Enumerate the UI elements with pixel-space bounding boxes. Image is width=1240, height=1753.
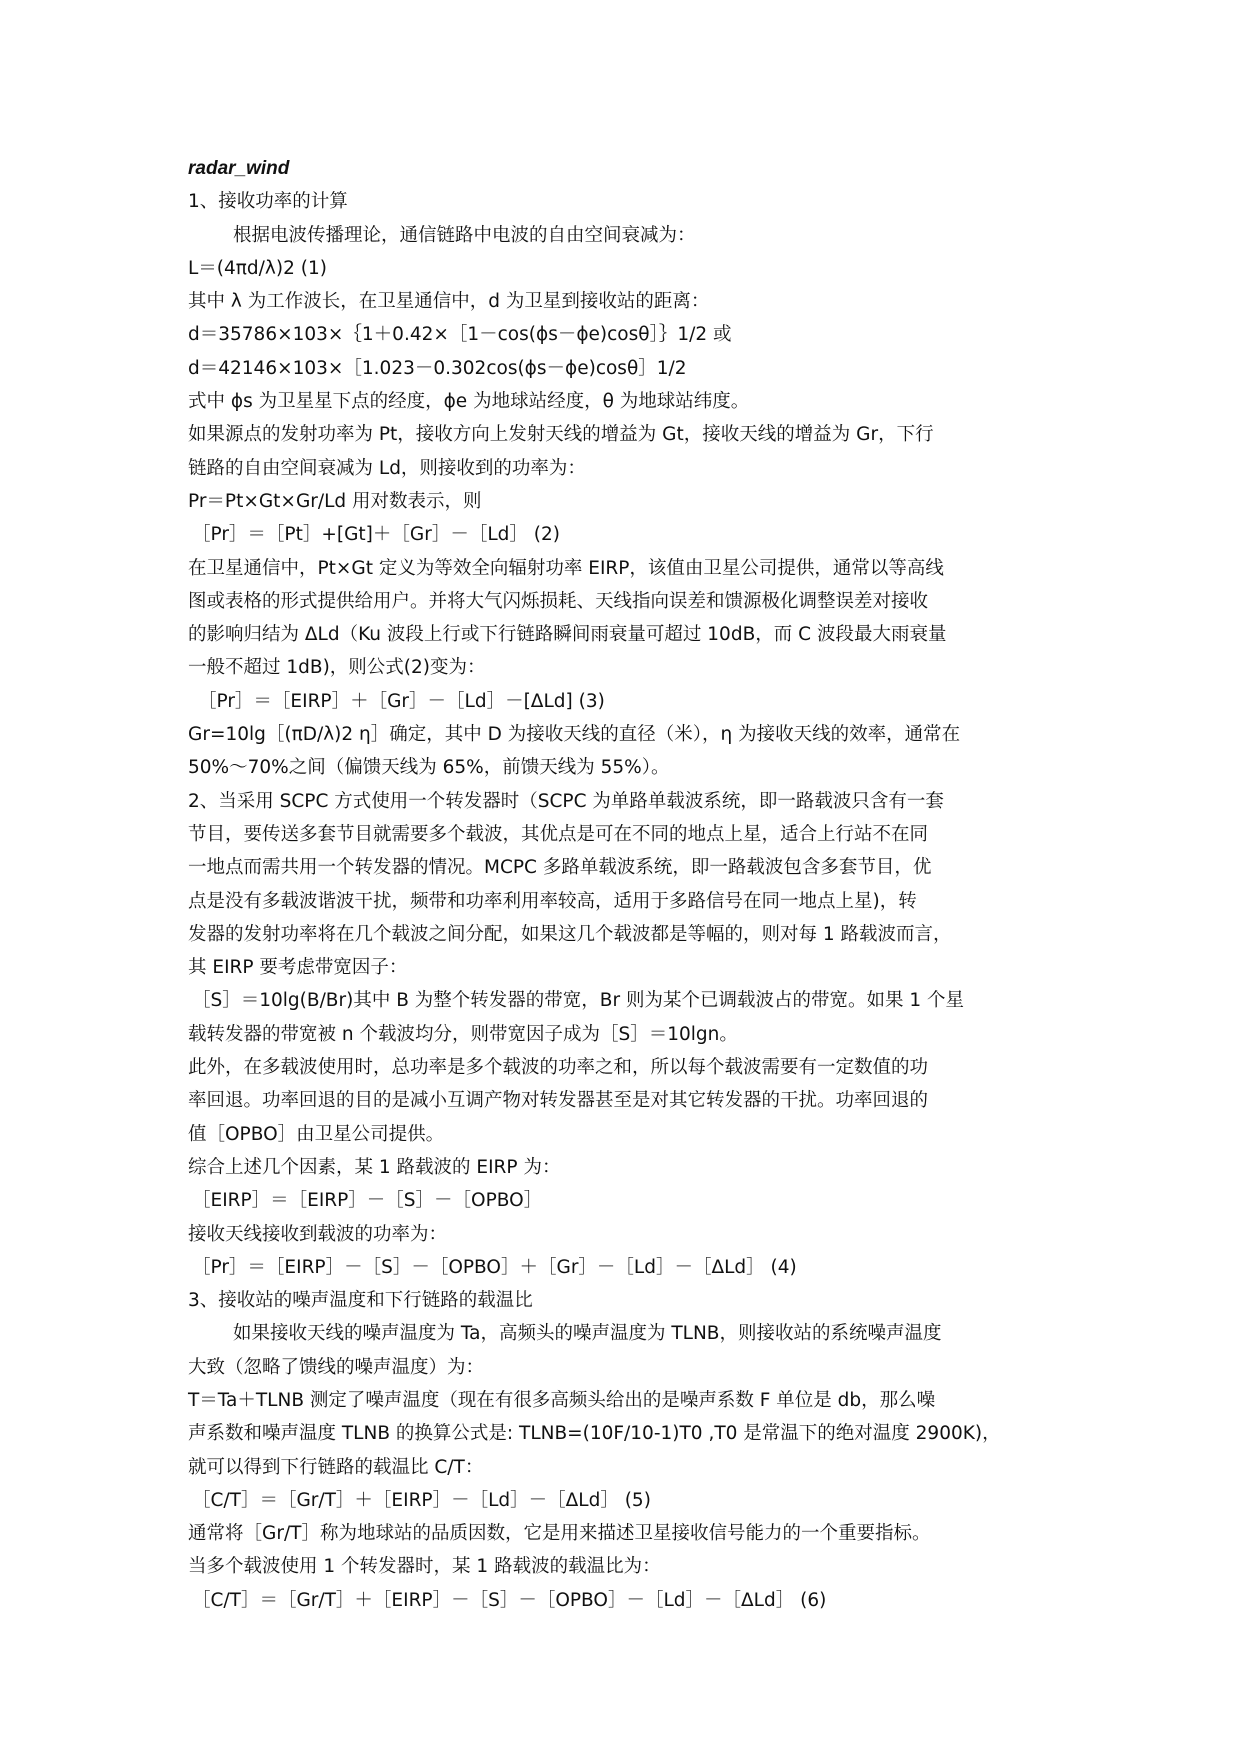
paragraph-line: 载转发器的带宽被 n 个载波均分，则带宽因子成为［S］＝10lgn。 — [188, 1023, 738, 1045]
section-heading-2: 2、当采用 SCPC 方式使用一个转发器时（SCPC 为单路单载波系统，即一路载波只含有一套 — [188, 790, 944, 812]
formula-distance-b: d＝42146×103×［1.023－0.302cos(ϕs－ϕe)cosθ］1/2 — [188, 357, 687, 379]
paragraph-line: 当多个载波使用 1 个转发器时，某 1 路载波的载温比为： — [188, 1556, 661, 1578]
paragraph-line: 通常将［Gr/T］称为地球站的品质因数，它是用来描述卫星接收信号能力的一个重要指标。 — [188, 1523, 931, 1545]
section-heading-1: 1、接收功率的计算 — [188, 191, 348, 213]
paragraph-line: T＝Ta＋TLNB 测定了噪声温度（现在有很多高频头给出的是噪声系数 F 单位是 db，那么噪 — [188, 1389, 936, 1411]
formula-5: ［C/T］＝［Gr/T］＋［EIRP］－［Ld］－［ΔLd］ (5) — [192, 1489, 651, 1511]
paragraph-line: 的影响归结为 ΔLd（Ku 波段上行或下行链路瞬间雨衰量可超过 10dB，而 C 波段最大雨衰量 — [188, 624, 947, 646]
paragraph-line: 节目，要传送多套节目就需要多个载波，其优点是可在不同的地点上星，适合上行站不在同 — [188, 823, 929, 845]
paragraph-line: 图或表格的形式提供给用户。并将大气闪烁损耗、天线指向误差和馈源极化调整误差对接收 — [188, 590, 929, 612]
paragraph-line: 50%～70%之间（偏馈天线为 65%，前馈天线为 55%）。 — [188, 757, 670, 779]
formula-distance-a: d＝35786×103×｛1＋0.42×［1－cos(ϕs－ϕe)cosθ］｝1/2 或 — [188, 324, 732, 346]
formula-3: ［Pr］＝［EIRP］＋［Gr］－［Ld］－[ΔLd] (3) — [198, 690, 605, 712]
formula-2: ［Pr］＝［Pt］+[Gt]＋［Gr］－［Ld］ (2) — [192, 524, 560, 546]
formula-4: ［Pr］＝［EIRP］－［S］－［OPBO］＋［Gr］－［Ld］－［ΔLd］ (4) — [192, 1256, 797, 1278]
paragraph-line: 发器的发射功率将在几个载波之间分配，如果这几个载波都是等幅的，则对每 1 路载波而言， — [188, 923, 952, 945]
paragraph-line: 其中 λ 为工作波长，在卫星通信中，d 为卫星到接收站的距离： — [188, 291, 710, 313]
paragraph-line: 综合上述几个因素，某 1 路载波的 EIRP 为： — [188, 1156, 561, 1178]
section-heading-3: 3、接收站的噪声温度和下行链路的载温比 — [188, 1290, 533, 1312]
formula-eirp: ［EIRP］＝［EIRP］－［S］－［OPBO］ — [192, 1190, 543, 1212]
document-title: radar_wind — [188, 158, 290, 179]
paragraph-line: 根据电波传播理论，通信链路中电波的自由空间衰减为： — [233, 224, 696, 246]
paragraph-line: ［S］＝10lg(B/Br)其中 B 为整个转发器的带宽，Br 则为某个已调载波占的带宽。如果 1 个星 — [192, 990, 964, 1012]
paragraph-line: 点是没有多载波谐波干扰，频带和功率利用率较高，适用于多路信号在同一地点上星)，转 — [188, 890, 917, 912]
paragraph-line: 声系数和噪声温度 TLNB 的换算公式是: TLNB=(10F/10-1)T0 ,T0 是常温下的绝对温度 2900K)， — [188, 1423, 1001, 1445]
paragraph-line: 一地点而需共用一个转发器的情况。MCPC 多路单载波系统，即一路载波包含多套节目，优 — [188, 857, 932, 879]
paragraph-line: 接收天线接收到载波的功率为： — [188, 1223, 448, 1245]
paragraph-line: 就可以得到下行链路的载温比 C/T： — [188, 1456, 484, 1478]
formula-1: L＝(4πd/λ)2 (1) — [188, 257, 327, 279]
paragraph-line: 大致（忽略了馈线的噪声温度）为： — [188, 1356, 485, 1378]
paragraph-line: Gr=10lg［(πD/λ)2 η］确定，其中 D 为接收天线的直径（米），η 为接收天线的效率，通常在 — [188, 724, 961, 746]
paragraph-line: 一般不超过 1dB)，则公式(2)变为： — [188, 657, 486, 679]
paragraph-line: 式中 ϕs 为卫星星下点的经度，ϕe 为地球站经度，θ 为地球站纬度。 — [188, 391, 750, 413]
paragraph-line: 如果源点的发射功率为 Pt，接收方向上发射天线的增益为 Gt，接收天线的增益为 Gr，下行 — [188, 424, 934, 446]
paragraph-line: 此外，在多载波使用时，总功率是多个载波的功率之和，所以每个载波需要有一定数值的功 — [188, 1057, 929, 1079]
paragraph-line: 率回退。功率回退的目的是减小互调产物对转发器甚至是对其它转发器的干扰。功率回退的 — [188, 1090, 929, 1112]
paragraph-line: 其 EIRP 要考虑带宽因子： — [188, 957, 408, 979]
paragraph-line: 在卫星通信中，Pt×Gt 定义为等效全向辐射功率 EIRP，该值由卫星公司提供，通常以等高线 — [188, 557, 944, 579]
paragraph-line: 链路的自由空间衰减为 Ld，则接收到的功率为： — [188, 457, 586, 479]
paragraph-line: 值［OPBO］由卫星公司提供。 — [188, 1123, 445, 1145]
paragraph-line: 如果接收天线的噪声温度为 Ta，高频头的噪声温度为 TLNB，则接收站的系统噪声温度 — [233, 1323, 942, 1345]
formula-6: ［C/T］＝［Gr/T］＋［EIRP］－［S］－［OPBO］－［Ld］－［ΔLd］ (6) — [192, 1589, 827, 1611]
document-body — [188, 152, 1068, 1617]
paragraph-line: Pr＝Pt×Gt×Gr/Ld 用对数表示，则 — [188, 490, 482, 512]
